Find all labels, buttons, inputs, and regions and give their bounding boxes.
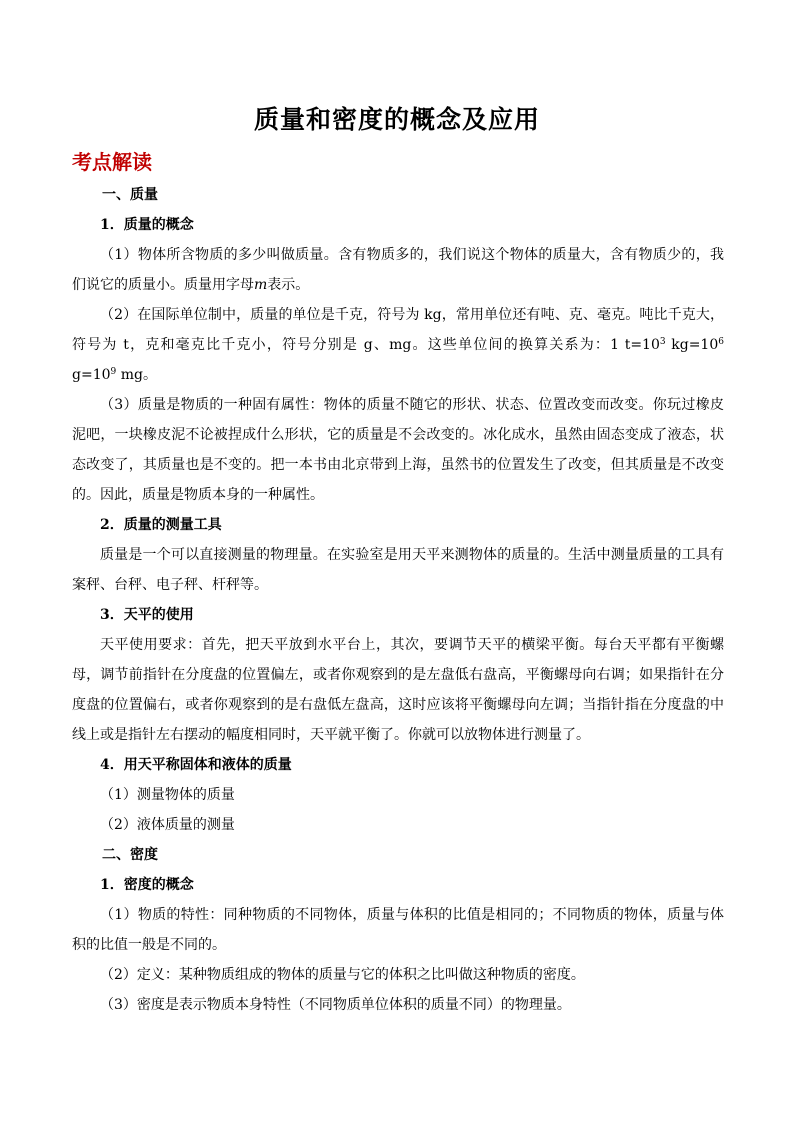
exponent: 6 bbox=[718, 337, 724, 347]
paragraph-balance-usage: 天平使用要求：首先，把天平放到水平台上，其次，要调节天平的横梁平衡。每台天平都有平衡螺母，调节前指针在分度盘的位置偏左，或者你观察到的是左盘低右盘高，平衡螺母向右调；如果指针在分度盘的位置偏右，或者你观察到的是右盘低左盘高，这时应该将平衡螺母向左调；当指针指在分度盘的中线上或是指针左右摆动的幅度相同时，天平就平衡了。你就可以放物体进行测量了。 bbox=[72, 637, 724, 743]
paragraph-mass-units bbox=[72, 300, 724, 390]
text-fragment: （2）在国际单位制中，质量的单位是千克，符号为 kg，常用单位还有吨、克、毫克。吨比千克大，符号为 t，克和毫克比千克小，符号分别是 g、mg。这些单位间的换算关系为：1 t=10 bbox=[72, 307, 724, 353]
paragraph-mass-property: （3）质量是物质的一种固有属性：物体的质量不随它的形状、状态、位置改变而改变。你玩过橡皮泥吧，一块橡皮泥不论被捏成什么形状，它的质量是不会改变的。冰化成水，虽然由固态变成了液态，状态改变了，其质量也是不变的。把一本书由北京带到上海，虽然书的位置发生了改变，但其质量是不改变的。因此，质量是物质本身的一种属性。 bbox=[72, 397, 724, 503]
section-title: 考点解读 bbox=[72, 150, 152, 174]
text-fragment: 表示。 bbox=[267, 277, 310, 293]
text-fragment: mg。 bbox=[116, 367, 157, 383]
text-fragment: （1）物体所含物质的多少叫做质量。含有物质多的，我们说这个物体的质量大，含有物质少的，我们说它的质量小。质量用字母 bbox=[72, 247, 724, 293]
document-title: 质量和密度的概念及应用 bbox=[253, 105, 540, 134]
heading-mass-tools: 2．质量的测量工具 bbox=[100, 517, 222, 533]
paragraph-density-definition: （2）定义：某种物质组成的物体的质量与它的体积之比叫做这种物质的密度。 bbox=[100, 967, 585, 983]
paragraph-mass-definition bbox=[72, 240, 724, 300]
heading-density: 二、密度 bbox=[102, 847, 158, 863]
heading-balance-measure: 4．用天平称固体和液体的质量 bbox=[100, 757, 292, 773]
list-item: （1）测量物体的质量 bbox=[100, 787, 235, 803]
mass-symbol: m bbox=[254, 277, 268, 293]
paragraph-density-meaning: （3）密度是表示物质本身特性（不同物质单位体积的质量不同）的物理量。 bbox=[100, 997, 571, 1013]
list-item: （2）液体质量的测量 bbox=[100, 817, 235, 833]
exponent: 9 bbox=[110, 367, 117, 377]
paragraph-density-property: （1）物质的特性：同种物质的不同物体，质量与体积的比值是相同的；不同物质的物体，质量与体积的比值一般是不同的。 bbox=[72, 907, 724, 953]
heading-mass: 一、质量 bbox=[102, 187, 158, 203]
text-fragment: g=10 bbox=[72, 367, 111, 383]
document-body bbox=[72, 180, 724, 1020]
paragraph-mass-tools: 质量是一个可以直接测量的物理量。在实验室是用天平来测物体的质量的。生活中测量质量的工具有案秤、台秤、电子秤、杆秤等。 bbox=[72, 547, 724, 593]
exponent: 3 bbox=[659, 337, 666, 347]
heading-mass-concept: 1．质量的概念 bbox=[100, 217, 194, 233]
heading-balance-usage: 3．天平的使用 bbox=[100, 607, 194, 623]
heading-density-concept: 1．密度的概念 bbox=[100, 877, 194, 893]
text-fragment: kg=10 bbox=[665, 337, 719, 353]
